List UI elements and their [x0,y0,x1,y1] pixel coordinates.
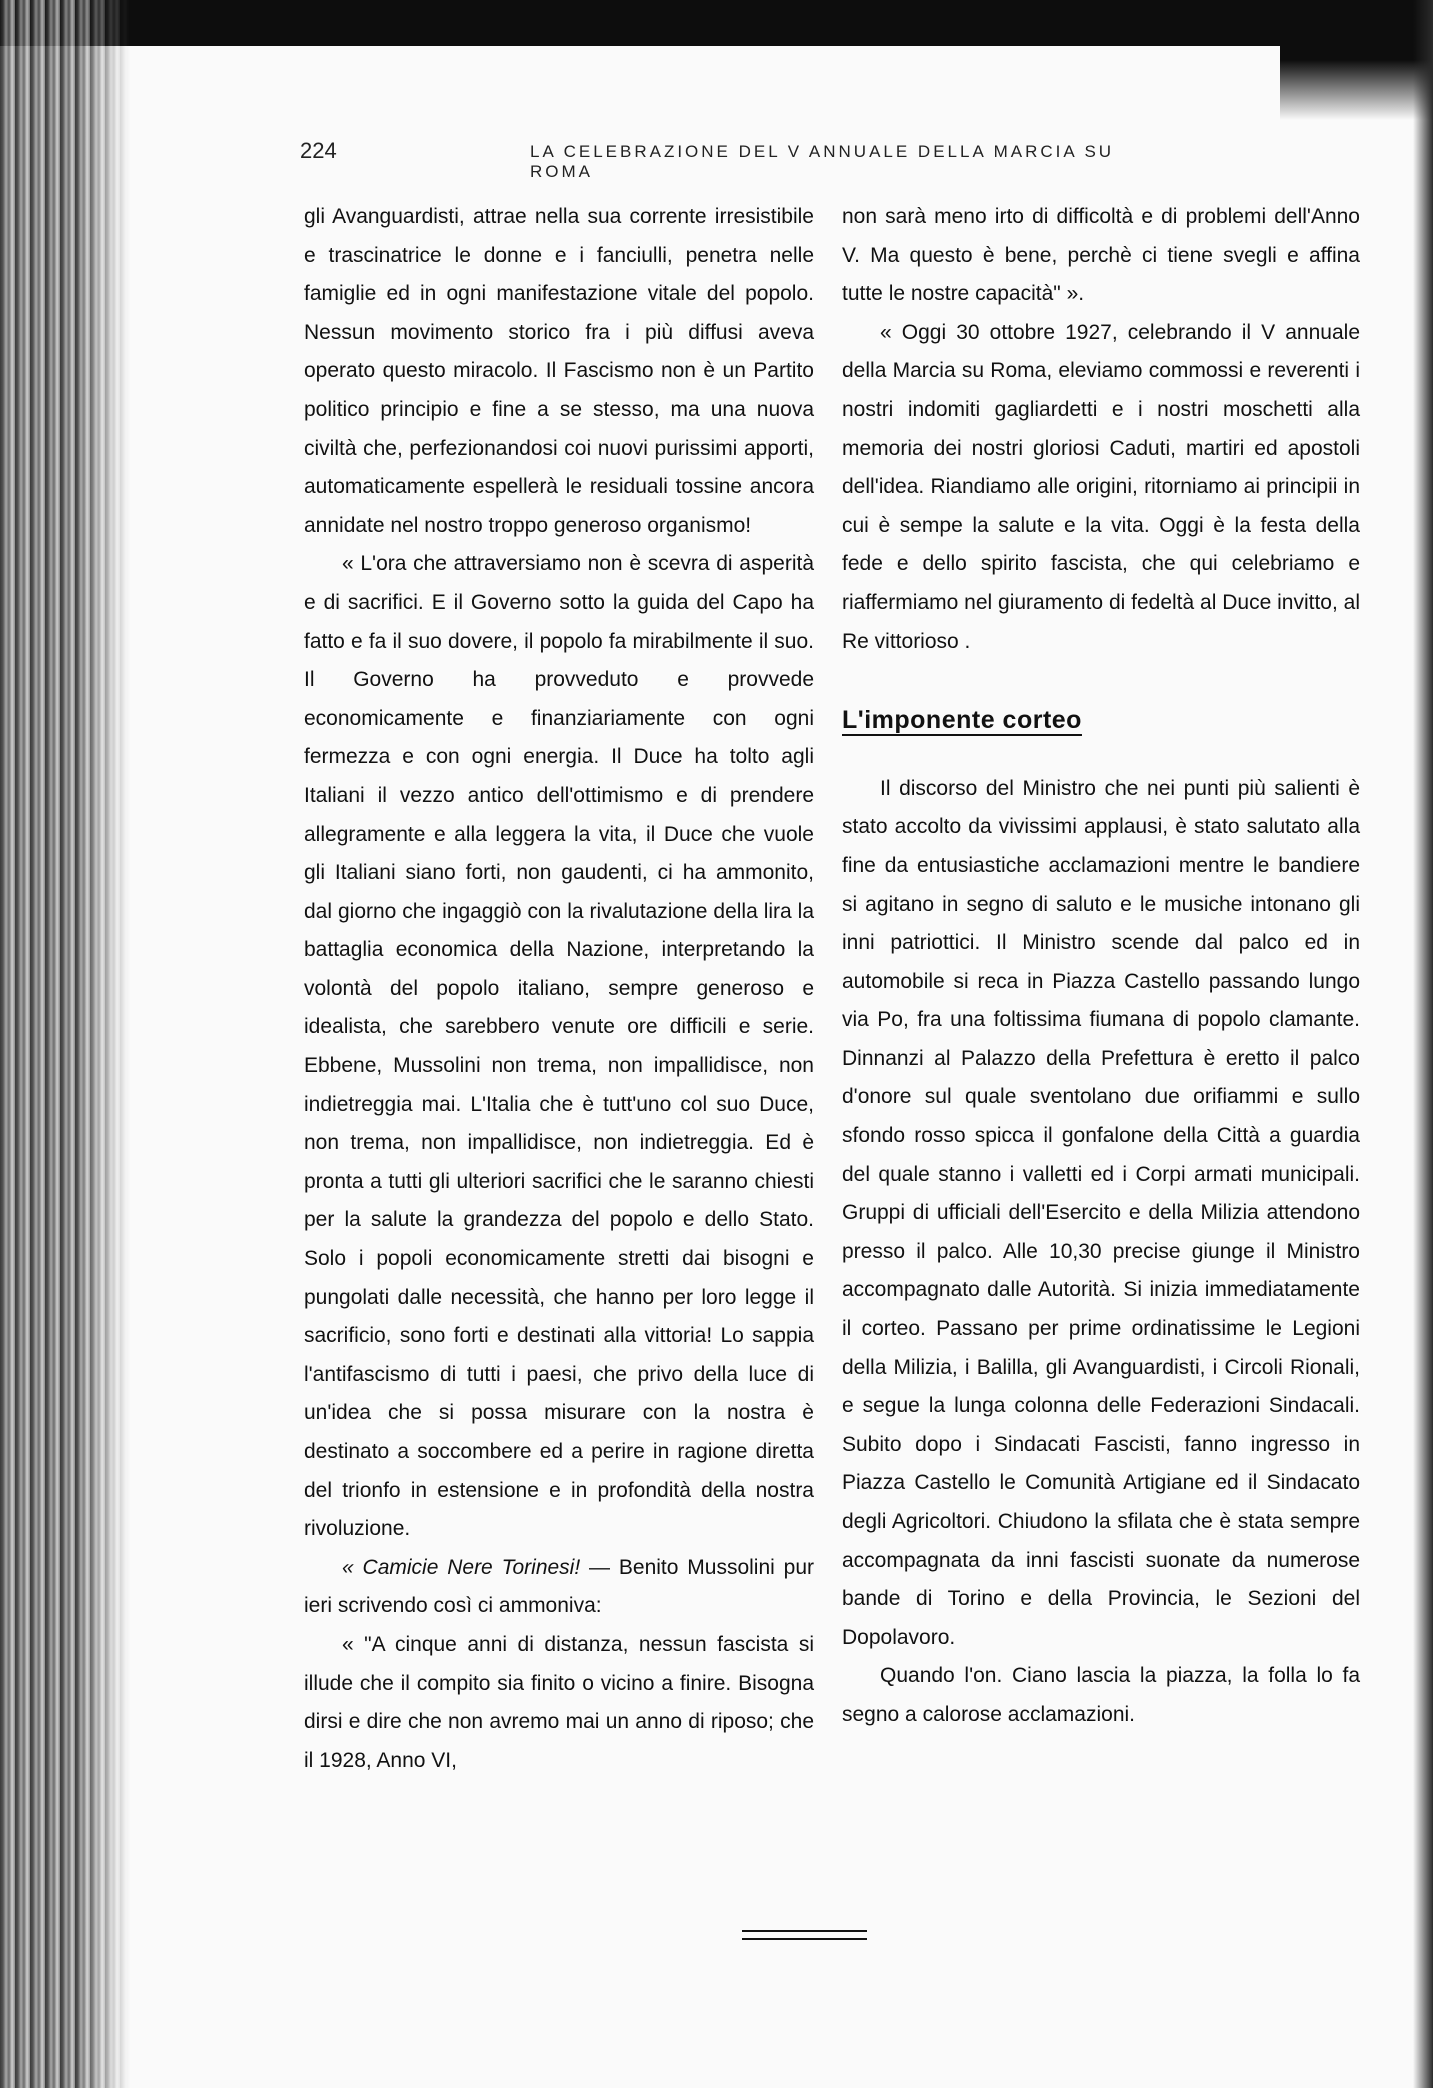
paragraph: non sarà meno irto di difficoltà e di problemi dell'Anno V. Ma questo è bene, perchè ci tiene svegli e affina tutte le nostre capacità" ». [842,205,1360,306]
paragraph: Il discorso del Ministro che nei punti più salienti è stato accolto da vivissimi applausi, è stato salutato alla fine da entusiastiche acclamazioni mentre le bandiere si agitano in segno di saluto e le musiche intonano gli inni patriottici. Il Ministro scende dal palco ed in automobile si reca in Piazza Castello passando lungo via Po, fra una foltissima fiumana di popolo clamante. Dinnanzi al Palazzo della Prefettura è eretto il palco d'onore sul quale sventolano due orifiammi e sullo sfondo rosso spicca il gonfalone della Città a guardia del quale stanno i valletti ed i Corpi armati municipali. Gruppi di ufficiali dell'Esercito e della Milizia attendono presso il palco. Alle 10,30 precise giunge il Ministro accompagnato dalle Autorità. Si inizia immediatamente il corteo. Passano per prime ordinatissime le Legioni della Milizia, i Balilla, gli Avanguardisti, i Circoli Rionali, e segue la lunga colonna delle Federazioni Sindacali. Subito dopo i Sindacati Fascisti, fanno ingresso in Piazza Castello le Comunità Artigiane ed il Sindacato degli Agricoltori. Chiudono la sfilata che è stata sempre accompagnata da inni fascisti suonate da numerose bande di Torino e della Provincia, le Sezioni del Dopolavoro. [842,776,1360,1649]
running-title: LA CELEBRAZIONE DEL V ANNUALE DELLA MARCIA SU ROMA [530,142,1115,181]
scan-top-shadow [0,0,1433,46]
paragraph-text: — Benito Mussolini pur ieri scrivendo così ci ammoniva: [304,1555,814,1618]
paragraph [304,1549,814,1626]
paragraph: « L'ora che attraversiamo non è scevra di asperità e di sacrifici. E il Governo sotto la guida del Capo ha fatto e fa il suo dovere, il popolo fa mirabilmente il suo. Il Governo ha provveduto e provvede economicamente e finanziariamente con ogni fermezza e con ogni energia. Il Duce ha tolto agli Italiani il vezzo antico dell'ottimismo e di prendere allegramente e alla leggera la vita, il Duce che vuole gli Italiani siano forti, non gaudenti, ci ha ammonito, dal giorno che ingaggiò con la rivalutazione della lira la battaglia economica della Nazione, interpretando la volontà del popolo italiano, sempre generoso e idealista, che sarebbero venute ore difficili e serie. Ebbene, Mussolini non trema, non impallidisce, non indietreggia mai. L'Italia che è tutt'uno col suo Duce, non trema, non impallidisce, non indietreggia. Ed è pronta a tutti gli ulteriori sacrifici che le saranno chiesti per la salute la grandezza del popolo e dello Stato. Solo i popoli economicamente stretti dai bisogni e pungolati dalle necessità, che hanno per loro legge il sacrificio, sono forti e destinati alla vittoria! Lo sappia l'antifascismo di tutti i paesi, che privo della luce di un'idea che si possa misurare con la nostra è destinato a soccombere ed a perire in ragione diretta del trionfo in estensione e in profondità della nostra rivoluzione. [304,552,814,1541]
paragraph: Quando l'on. Ciano lascia la piazza, la folla lo fa segno a calorose acclamazioni. [842,1664,1360,1726]
scan-right-edge [1413,0,1433,2088]
right-column [842,198,1360,1735]
page-number: 224 [300,138,337,163]
page-header [300,138,1130,181]
left-column [304,198,814,1780]
italic-phrase: « Camicie Nere Torinesi! [342,1555,581,1579]
book-binding-edge [0,0,130,2088]
paragraph: gli Avanguardisti, attrae nella sua corrente irresistibile e trascinatrice le donne e i fanciulli, penetra nelle famiglie ed in ogni manifestazione vitale del popolo. Nessun movimento storico fra i più diffusi aveva operato questo miracolo. Il Fascismo non è un Partito politico principio e fine a se stesso, ma una nuova civiltà che, perfezionandosi coi nuovi purissimi apporti, automaticamente espellerà le residuali tossine ancora annidate nel nostro troppo generoso organismo! [304,205,814,537]
section-heading: L'imponente corteo [842,706,1082,735]
end-rule [742,1930,867,1940]
paragraph: « "A cinque anni di distanza, nessun fascista si illude che il compito sia finito o vicino a finire. Bisogna dirsi e dire che non avremo mai un anno di riposo; che il 1928, Anno VI, [304,1632,814,1772]
paragraph: « Oggi 30 ottobre 1927, celebrando il V annuale della Marcia su Roma, eleviamo commossi e reverenti i nostri indomiti gagliardetti e i nostri moschetti alla memoria dei nostri gloriosi Caduti, martiri ed apostoli dell'idea. Riandiamo alle origini, ritorniamo ai principii in cui è sempe la salute e la vita. Oggi è la festa della fede e dello spirito fascista, che qui celebriamo e riaffermiamo nel giuramento di fedeltà al Duce invitto, al Re vittorioso . [842,320,1360,653]
scan-corner-shadow [1280,0,1433,120]
